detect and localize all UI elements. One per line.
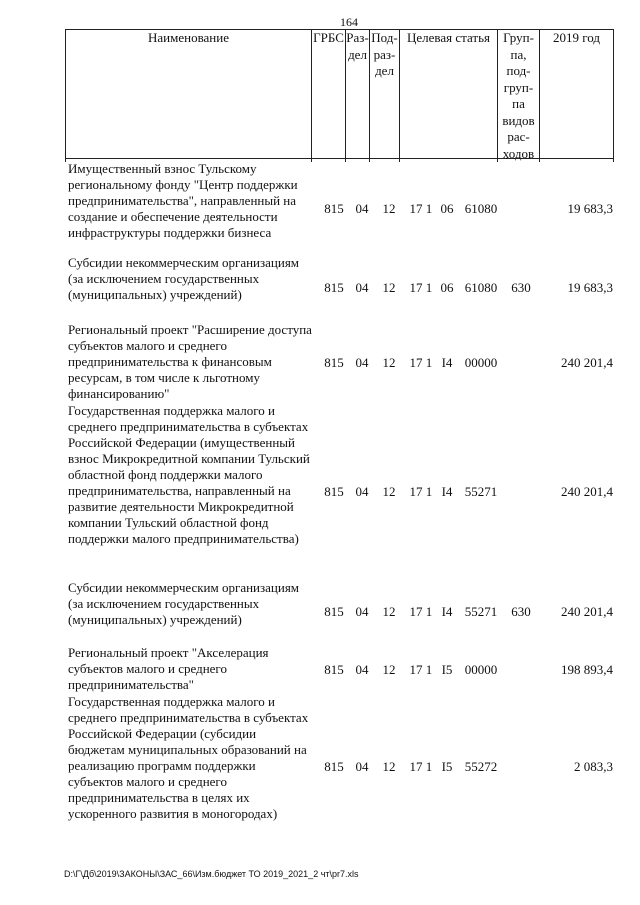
row-target-event: 06 bbox=[440, 280, 454, 295]
row-target-direction: 61080 bbox=[464, 280, 498, 295]
row-grbs: 815 bbox=[324, 201, 344, 216]
row-target-subprogram: 1 bbox=[425, 355, 433, 370]
row-target-event: I4 bbox=[441, 604, 453, 619]
row-sum-2019: 240 201,4 bbox=[561, 484, 613, 499]
row-name: Государственная поддержка малого и среднего предпринимательства в субъектах Российской Федерации (имущественный взнос Микрокредитной компании Тульский областной фонд поддержки малого предпринимательства, направленный на развитие деятельности Микрокредитной компании Тульский областной фонд поддержки малого предпринимательства) bbox=[68, 403, 310, 546]
row-target-direction: 61080 bbox=[464, 201, 498, 216]
footer-file-path: D:\Г\Дб\2019\ЗАКОНЫ\ЗАС_66\Изм.бюджет ТО 2019_2021_2 чт\pr7.xls bbox=[64, 869, 359, 879]
row-target-subprogram: 1 bbox=[425, 759, 433, 774]
row-target-event: I5 bbox=[441, 759, 453, 774]
header-year: 2019 год bbox=[540, 30, 614, 163]
row-sum-2019: 240 201,4 bbox=[561, 604, 613, 619]
row-podrazdel: 12 bbox=[382, 759, 396, 774]
row-target-subprogram: 1 bbox=[425, 662, 433, 677]
row-target-program: 17 bbox=[409, 355, 423, 370]
row-sum-2019: 240 201,4 bbox=[561, 355, 613, 370]
row-podrazdel: 12 bbox=[382, 355, 396, 370]
budget-table-header bbox=[65, 29, 614, 162]
row-target-direction: 55272 bbox=[464, 759, 498, 774]
row-sum-2019: 19 683,3 bbox=[567, 201, 613, 216]
row-grbs: 815 bbox=[324, 662, 344, 677]
header-podrazdel: Под- раз- дел bbox=[370, 30, 400, 163]
row-name: Региональный проект "Акселерация субъектов малого и среднего предпринимательства" bbox=[68, 645, 269, 692]
row-sum-2019: 2 083,3 bbox=[574, 759, 613, 774]
row-podrazdel: 12 bbox=[382, 604, 396, 619]
row-grbs: 815 bbox=[324, 759, 344, 774]
header-vid-rashodov: Груп- па, под- груп- па видов рас- ходов bbox=[498, 30, 540, 163]
row-grbs: 815 bbox=[324, 280, 344, 295]
row-grbs: 815 bbox=[324, 604, 344, 619]
row-vid-rashodov: 630 bbox=[511, 604, 531, 619]
row-podrazdel: 12 bbox=[382, 662, 396, 677]
row-podrazdel: 12 bbox=[382, 484, 396, 499]
row-target-subprogram: 1 bbox=[425, 201, 433, 216]
row-target-program: 17 bbox=[409, 201, 423, 216]
page-number: 164 bbox=[340, 15, 358, 29]
row-target-subprogram: 1 bbox=[425, 604, 433, 619]
row-target-event: I4 bbox=[441, 484, 453, 499]
row-grbs: 815 bbox=[324, 484, 344, 499]
row-name: Имущественный взнос Тульскому региональному фонду "Центр поддержки предпринимательства", направленный на создание и обеспечение деятельности инфраструктуры поддержки бизнеса bbox=[68, 161, 298, 240]
row-razdel: 04 bbox=[355, 759, 369, 774]
row-name: Региональный проект "Расширение доступа субъектов малого и среднего предпринимательства к финансовым ресурсам, в том числе к льготному финансированию" bbox=[68, 322, 312, 401]
row-podrazdel: 12 bbox=[382, 201, 396, 216]
row-target-program: 17 bbox=[409, 604, 423, 619]
row-name: Субсидии некоммерческим организациям (за исключением государственных (муниципальных) учреждений) bbox=[68, 580, 300, 627]
row-target-direction: 00000 bbox=[464, 662, 498, 677]
header-name: Наименование bbox=[66, 30, 312, 163]
row-target-program: 17 bbox=[409, 280, 423, 295]
row-grbs: 815 bbox=[324, 355, 344, 370]
row-target-event: I4 bbox=[441, 355, 453, 370]
row-razdel: 04 bbox=[355, 201, 369, 216]
row-sum-2019: 19 683,3 bbox=[567, 280, 613, 295]
header-razdel: Раз- дел bbox=[346, 30, 370, 163]
row-razdel: 04 bbox=[355, 604, 369, 619]
row-podrazdel: 12 bbox=[382, 280, 396, 295]
row-name: Субсидии некоммерческим организациям (за исключением государственных (муниципальных) учреждений) bbox=[68, 255, 300, 302]
header-bottom-rule bbox=[65, 158, 613, 159]
row-target-program: 17 bbox=[409, 759, 423, 774]
row-razdel: 04 bbox=[355, 355, 369, 370]
row-target-subprogram: 1 bbox=[425, 280, 433, 295]
row-target-direction: 55271 bbox=[464, 604, 498, 619]
row-target-subprogram: 1 bbox=[425, 484, 433, 499]
row-target-program: 17 bbox=[409, 484, 423, 499]
row-razdel: 04 bbox=[355, 280, 369, 295]
row-target-event: 06 bbox=[440, 201, 454, 216]
row-target-direction: 00000 bbox=[464, 355, 498, 370]
row-name: Государственная поддержка малого и среднего предпринимательства в субъектах Российской Федерации (субсидии бюджетам муниципальных образований на реализацию программ поддержки субъектов малого и среднего предпринимательства в целях их ускоренного развития в моногородах) bbox=[68, 694, 309, 821]
header-target-article: Целевая статья bbox=[400, 30, 498, 163]
row-target-direction: 55271 bbox=[464, 484, 498, 499]
header-grbs: ГРБС bbox=[312, 30, 346, 163]
row-vid-rashodov: 630 bbox=[511, 280, 531, 295]
row-target-program: 17 bbox=[409, 662, 423, 677]
row-razdel: 04 bbox=[355, 662, 369, 677]
row-sum-2019: 198 893,4 bbox=[561, 662, 613, 677]
row-razdel: 04 bbox=[355, 484, 369, 499]
row-target-event: I5 bbox=[441, 662, 453, 677]
